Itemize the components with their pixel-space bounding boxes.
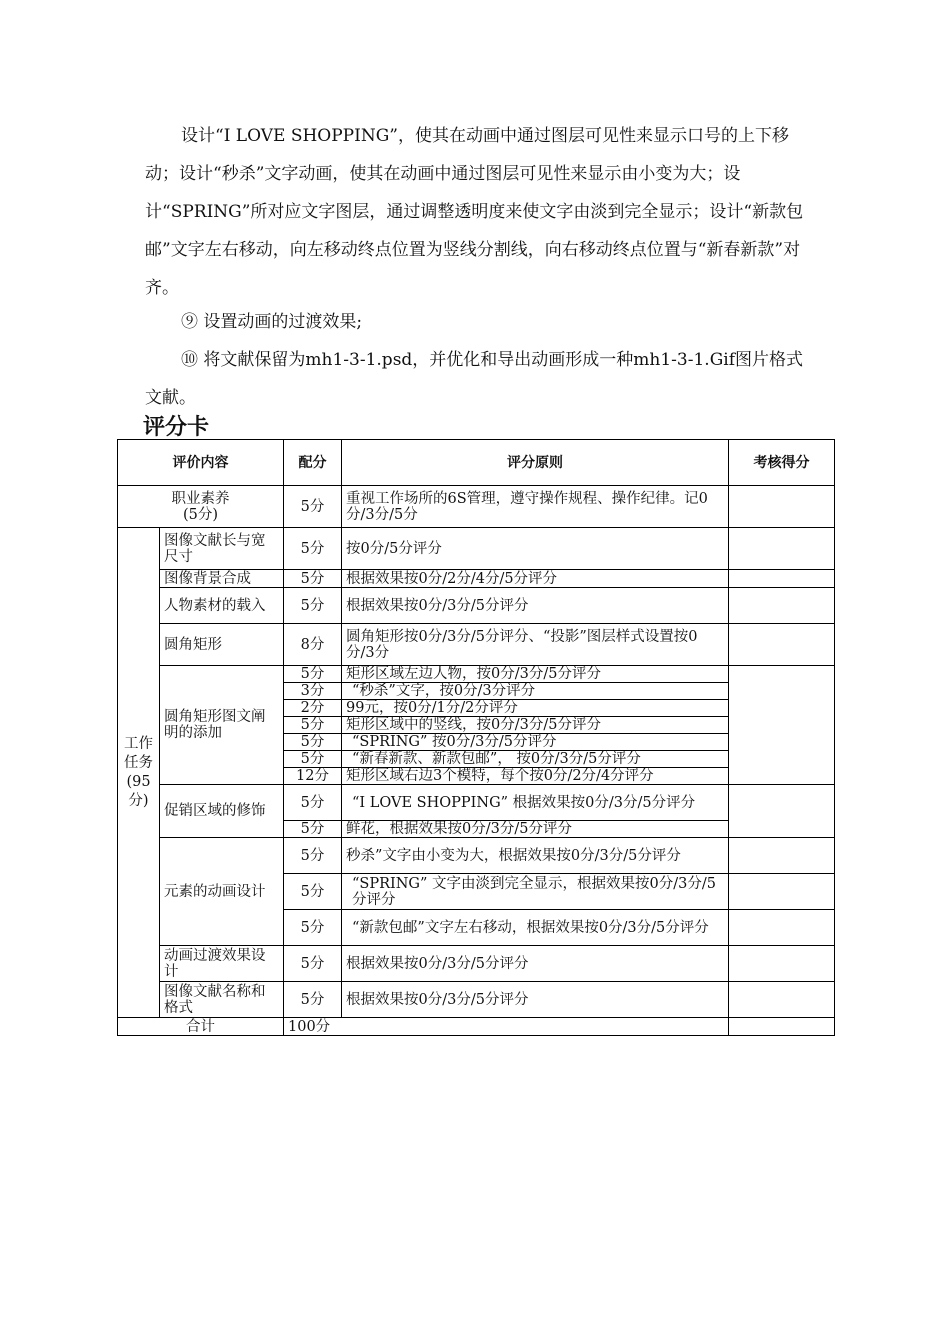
table-row	[118, 666, 835, 683]
item-rule: 秒杀”文字由小变为大，根据效果按0分/3分/5分评分	[342, 838, 729, 874]
score-card-title: 评分卡	[143, 415, 210, 440]
item-rule: 根据效果按0分/2分/4分/5分评分	[342, 570, 729, 588]
item-name: 图像文献长与宽尺寸	[160, 528, 284, 570]
prof-score: 5分	[284, 486, 342, 528]
item-rule: 矩形区域左边人物，按0分/3分/5分评分	[342, 666, 729, 683]
table-row	[118, 982, 835, 1018]
item-score: 5分	[284, 666, 342, 683]
item-score: 5分	[284, 982, 342, 1018]
item-rule: “新春新款、新款包邮”， 按0分/3分/5分评分	[342, 751, 729, 768]
item-rule: “新款包邮”文字左右移动，根据效果按0分/3分/5分评分	[342, 910, 729, 946]
item-score: 3分	[284, 683, 342, 700]
item-name: 元素的动画设计	[160, 838, 284, 946]
item-name: 促销区域的修饰	[160, 785, 284, 838]
item-name: 圆角矩形图文阐明的添加	[160, 666, 284, 785]
result-cell[interactable]	[729, 588, 835, 624]
item-score: 5分	[284, 570, 342, 588]
result-cell[interactable]	[729, 910, 835, 946]
header-rule: 评分原则	[342, 440, 729, 486]
prof-sub: (5分)	[182, 506, 219, 523]
item-score: 5分	[284, 528, 342, 570]
item-score: 5分	[284, 785, 342, 821]
item-score: 5分	[284, 874, 342, 910]
item-name: 图像文献名称和格式	[160, 982, 284, 1018]
table-row	[118, 486, 835, 528]
prof-rule: 重视工作场所的6S管理，遵守操作规程、操作纪律。记0分/3分/5分	[342, 486, 729, 528]
table-row	[118, 570, 835, 588]
item-score: 5分	[284, 838, 342, 874]
task-label	[118, 528, 160, 1018]
result-cell[interactable]	[729, 666, 835, 785]
item-rule: 根据效果按0分/3分/5分评分	[342, 946, 729, 982]
table-row	[118, 785, 835, 821]
header-content: 评价内容	[118, 440, 284, 486]
table-row	[118, 946, 835, 982]
item-name: 动画过渡效果设计	[160, 946, 284, 982]
item-rule: 圆角矩形按0分/3分/5分评分、“投影”图层样式设置按0分/3分	[342, 624, 729, 666]
table-row	[118, 528, 835, 570]
item-name: 图像背景合成	[160, 570, 284, 588]
item-score: 5分	[284, 588, 342, 624]
header-result: 考核得分	[729, 440, 835, 486]
item-rule: “SPRING” 文字由淡到完全显示，根据效果按0分/3分/5分评分	[342, 874, 729, 910]
item-score: 5分	[284, 910, 342, 946]
item-rule: 鲜花，根据效果按0分/3分/5分评分	[342, 821, 729, 838]
item-rule: “秒杀”文字，按0分/3分评分	[342, 683, 729, 700]
table-row	[118, 588, 835, 624]
table-row	[118, 838, 835, 874]
result-cell[interactable]	[729, 982, 835, 1018]
item-score: 5分	[284, 734, 342, 751]
paragraph-step-9: ⑨ 设置动画的过渡效果;	[181, 312, 363, 332]
table-header-row	[118, 440, 835, 486]
result-cell[interactable]	[729, 946, 835, 982]
total-score: 100分	[284, 1018, 729, 1036]
result-cell[interactable]	[729, 624, 835, 666]
result-cell[interactable]	[729, 486, 835, 528]
item-name: 圆角矩形	[160, 624, 284, 666]
item-score: 5分	[284, 946, 342, 982]
item-score: 8分	[284, 624, 342, 666]
result-cell[interactable]	[729, 785, 835, 838]
prof-label: 职业素养	[171, 490, 230, 507]
result-cell[interactable]	[729, 874, 835, 910]
item-rule: 根据效果按0分/3分/5分评分	[342, 588, 729, 624]
total-label: 合计	[118, 1018, 284, 1036]
prof-label-cell	[118, 486, 284, 528]
item-score: 12分	[284, 768, 342, 785]
item-name: 人物素材的载入	[160, 588, 284, 624]
item-rule: 根据效果按0分/3分/5分评分	[342, 982, 729, 1018]
task-label-text: 工作任务(95分)	[124, 735, 153, 809]
item-rule: 矩形区域中的竖线，按0分/3分/5分评分	[342, 717, 729, 734]
table-total-row	[118, 1018, 835, 1036]
item-score: 5分	[284, 751, 342, 768]
item-rule: 按0分/5分评分	[342, 528, 729, 570]
header-points: 配分	[284, 440, 342, 486]
item-rule: 99元，按0分/1分/2分评分	[342, 700, 729, 717]
result-cell[interactable]	[729, 838, 835, 874]
result-cell[interactable]	[729, 1018, 835, 1036]
item-score: 5分	[284, 821, 342, 838]
table-row	[118, 624, 835, 666]
item-rule: “I LOVE SHOPPING” 根据效果按0分/3分/5分评分	[342, 785, 729, 821]
paragraph-animation-design: 设计“I LOVE SHOPPING”，使其在动画中通过图层可见性来显示口号的上下移动；设计“秒杀”文字动画，使其在动画中通过图层可见性来显示由小变为大；设计“SPRING”所对应文字图层，通过调整透明度来使文字由淡到完全显示；设计“新款包邮”文字左右移动，向左移动终点位置为竖线分割线，向右移动终点位置与“新春新款”对齐。	[145, 126, 804, 298]
result-cell[interactable]	[729, 570, 835, 588]
item-rule: “SPRING” 按0分/3分/5分评分	[342, 734, 729, 751]
result-cell[interactable]	[729, 528, 835, 570]
item-rule: 矩形区域右边3个模特，每个按0分/2分/4分评分	[342, 768, 729, 785]
item-score: 5分	[284, 717, 342, 734]
item-score: 2分	[284, 700, 342, 717]
paragraph-step-10: ⑩ 将文献保留为mh1-3-1.psd，并优化和导出动画形成一种mh1-3-1.Gif图片格式文献。	[145, 350, 804, 408]
score-table	[117, 439, 835, 1036]
